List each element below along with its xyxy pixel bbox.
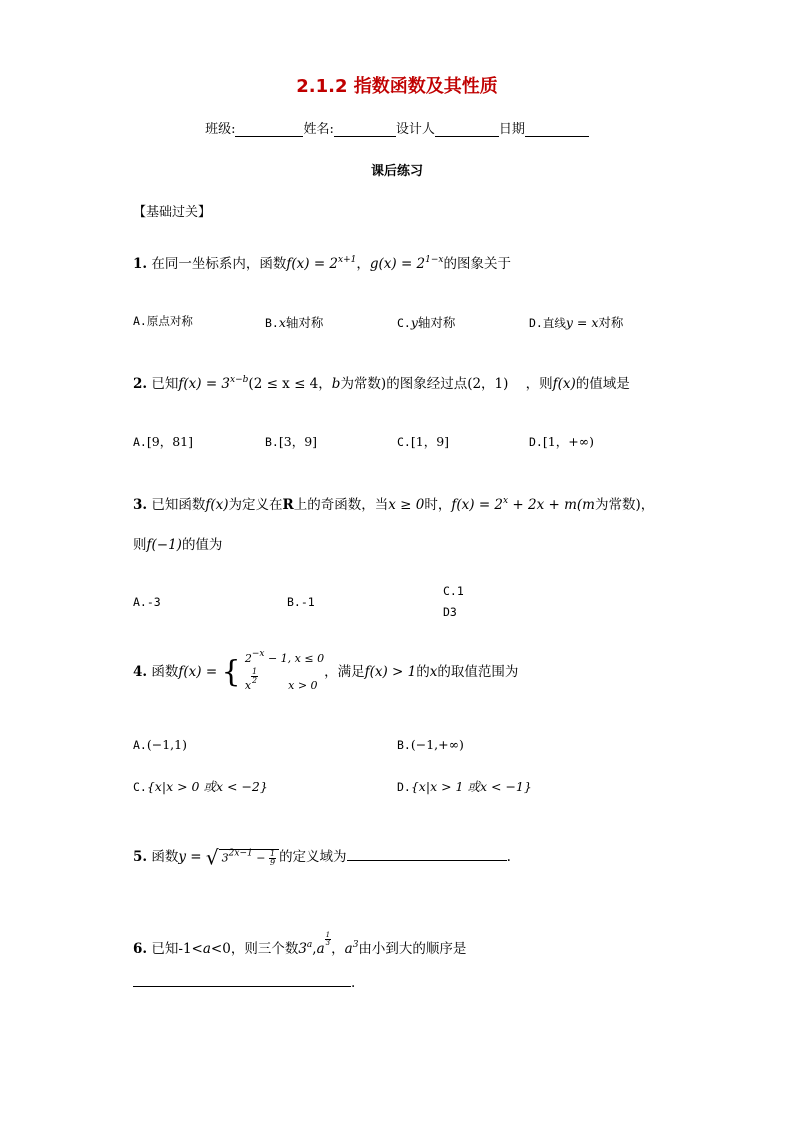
question-text: 时， xyxy=(424,497,452,513)
question-text: 为常数)， xyxy=(594,497,655,513)
question-3 xyxy=(133,493,654,513)
math-expr: y = xyxy=(178,849,202,865)
math-set: R xyxy=(282,497,294,513)
frac-num: 1 xyxy=(325,931,331,939)
question-text: 由小到大的顺序是 xyxy=(358,941,467,957)
q4-option-d[interactable] xyxy=(397,777,532,795)
case-cond: x > 0 xyxy=(288,679,318,692)
q2-option-b[interactable] xyxy=(265,432,317,450)
math-cond: x ≥ 0 xyxy=(388,497,425,513)
question-3-line-2 xyxy=(133,533,222,553)
answer-blank[interactable] xyxy=(133,972,351,987)
name-blank[interactable] xyxy=(334,122,396,137)
option-text: A.原点对称 xyxy=(133,314,193,328)
separator: ， xyxy=(356,256,370,272)
class-blank[interactable] xyxy=(235,122,303,137)
option-value: {x|x > 0 或x < −2} xyxy=(146,779,268,794)
q3-option-c[interactable]: C.1 xyxy=(443,584,464,598)
q2-option-c[interactable] xyxy=(397,432,449,450)
math-expr: f(x) = 2 xyxy=(451,497,504,513)
question-number: 4. xyxy=(133,664,148,680)
question-text: 函数 xyxy=(151,849,179,865)
frac-num: 1 xyxy=(252,667,258,676)
date-label: 日期 xyxy=(498,122,525,137)
q4-option-b[interactable] xyxy=(397,737,464,752)
option-value: [9，81] xyxy=(146,434,193,449)
question-5 xyxy=(133,845,511,870)
option-letter: B. xyxy=(397,738,411,752)
math-cond: f(x) > 1 xyxy=(364,664,417,680)
question-text: 的值域是 xyxy=(575,376,630,392)
question-number: 3. xyxy=(133,497,148,513)
math-expr: f(x) xyxy=(205,497,229,513)
option-letter: D. xyxy=(529,435,543,449)
math-cond: (2 ≤ x ≤ 4， xyxy=(248,376,332,392)
math-var: a xyxy=(202,941,211,957)
option-letter: D. xyxy=(397,780,411,794)
math-exp: x+1 xyxy=(338,255,357,265)
date-blank[interactable] xyxy=(525,122,589,137)
designer-blank[interactable] xyxy=(435,122,499,137)
question-text: <0，则三个数 xyxy=(210,941,299,957)
question-2 xyxy=(133,372,630,392)
math-exp: 2x−1 xyxy=(228,848,253,858)
math-expr: f(x) = 3 xyxy=(178,376,231,392)
option-letter: C. xyxy=(133,780,147,794)
question-4 xyxy=(133,650,518,695)
option-value: {x|x > 1 或x < −1} xyxy=(410,779,532,794)
frac-den: 2 xyxy=(252,676,258,685)
question-text: 的 xyxy=(416,664,430,680)
question-text: 函数 xyxy=(151,664,179,680)
option-value: [1，+∞) xyxy=(542,434,594,449)
question-text: ，满足 xyxy=(324,664,365,680)
designer-label: 设计人 xyxy=(395,122,435,137)
question-text: 的定义域为 xyxy=(279,849,347,865)
case-base: x xyxy=(244,679,252,692)
frac-den: 3 xyxy=(325,939,331,947)
math-var: x xyxy=(429,664,438,680)
punctuation: . xyxy=(351,975,356,991)
math-exp: x xyxy=(503,496,509,506)
math-expr: + 2x + m(m xyxy=(508,497,595,513)
option-value: [1，9] xyxy=(410,434,450,449)
math-exp: x−b xyxy=(230,375,249,385)
math-expr: y = x xyxy=(565,315,599,330)
q1-option-d[interactable] xyxy=(529,313,623,331)
option-letter: B. xyxy=(265,435,279,449)
math-base: 3 xyxy=(298,941,307,957)
student-info-line xyxy=(0,118,794,137)
separator: ， xyxy=(331,941,345,957)
piecewise-function xyxy=(221,650,324,695)
question-text: 则 xyxy=(133,537,147,553)
math-base: 3 xyxy=(221,851,229,864)
math-var: x xyxy=(278,315,286,330)
math-exp: a xyxy=(306,940,313,950)
q2-option-d[interactable] xyxy=(529,432,594,450)
question-text: 已知函数 xyxy=(151,497,206,513)
case-exp: −x xyxy=(251,649,265,659)
option-letter: C. xyxy=(397,435,411,449)
case-2 xyxy=(245,668,324,695)
option-value: (−1,1) xyxy=(146,737,187,752)
case-base: 2 xyxy=(244,652,252,665)
question-6-answer-line xyxy=(133,972,355,991)
option-text: 轴对称 xyxy=(417,315,456,330)
q3-option-b[interactable]: B.-1 xyxy=(287,595,315,609)
question-1 xyxy=(133,252,511,272)
math-op: − xyxy=(252,851,269,864)
page-title: 2.1.2 指数函数及其性质 xyxy=(296,76,498,97)
separator: , xyxy=(312,941,317,957)
question-6 xyxy=(133,932,466,957)
math-exp: 1−x xyxy=(425,255,444,265)
option-letter: C. xyxy=(397,316,411,330)
math-expr: g(x) = 2 xyxy=(369,256,426,272)
question-text: ，则 xyxy=(525,376,553,392)
option-value: (−1,+∞) xyxy=(410,737,464,752)
math-expr: f(x) xyxy=(552,376,576,392)
math-base: a xyxy=(316,941,325,957)
section-heading: 【基础过关】 xyxy=(133,205,212,220)
option-text: 轴对称 xyxy=(285,315,324,330)
option-letter: B. xyxy=(265,316,279,330)
q1-option-b[interactable] xyxy=(265,313,323,331)
question-number: 1. xyxy=(133,256,148,272)
question-text: 上的奇函数，当 xyxy=(293,497,389,513)
math-expr: f(−1) xyxy=(146,537,182,553)
question-text: 为定义在 xyxy=(228,497,283,513)
option-value: [3，9] xyxy=(278,434,318,449)
math-exp: 3 xyxy=(352,940,359,950)
question-number: 2. xyxy=(133,376,148,392)
punctuation: . xyxy=(506,849,511,865)
math-expr: f(x) = xyxy=(178,664,218,680)
question-text: 在同一坐标系内，函数 xyxy=(151,256,287,272)
option-letter: A. xyxy=(133,738,147,752)
name-label: 姓名: xyxy=(303,122,334,137)
case-cond: − 1, x ≤ 0 xyxy=(264,652,325,665)
math-expr: f(x) = 2 xyxy=(286,256,339,272)
option-text: D.直线 xyxy=(529,316,566,330)
case-1 xyxy=(245,650,324,668)
math-var: y xyxy=(410,315,418,330)
q3-option-d[interactable]: D3 xyxy=(443,605,457,619)
question-text: 为常数)的图象经过点(2，1) xyxy=(340,376,509,392)
brace-icon: { xyxy=(221,654,241,690)
q1-option-c[interactable] xyxy=(397,313,455,331)
frac-den: 9 xyxy=(269,857,276,867)
q1-option-a[interactable] xyxy=(133,313,193,329)
sqrt-icon: √ xyxy=(205,845,219,870)
math-var: b xyxy=(331,376,341,392)
q4-option-c[interactable] xyxy=(133,777,268,795)
question-text: 的值为 xyxy=(181,537,223,553)
answer-blank[interactable] xyxy=(347,846,507,861)
question-text: 的取值范围为 xyxy=(437,664,519,680)
question-text: 已知-1< xyxy=(151,941,203,957)
option-letter: A. xyxy=(133,435,147,449)
class-label: 班级: xyxy=(205,122,236,137)
q2-option-a[interactable] xyxy=(133,432,193,450)
sqrt-content xyxy=(219,849,279,867)
option-text: 对称 xyxy=(598,315,624,330)
case-exp-fraction xyxy=(251,668,258,685)
question-text: 已知 xyxy=(151,376,179,392)
q3-option-a[interactable]: A.-3 xyxy=(133,595,161,609)
q4-option-a[interactable] xyxy=(133,737,187,752)
frac-num: 1 xyxy=(269,848,276,858)
question-number: 6. xyxy=(133,941,148,957)
math-base: a xyxy=(344,941,353,957)
question-text: 的图象关于 xyxy=(443,256,511,272)
fraction xyxy=(269,850,276,867)
subtitle: 课后练习 xyxy=(370,164,423,179)
question-number: 5. xyxy=(133,849,148,865)
